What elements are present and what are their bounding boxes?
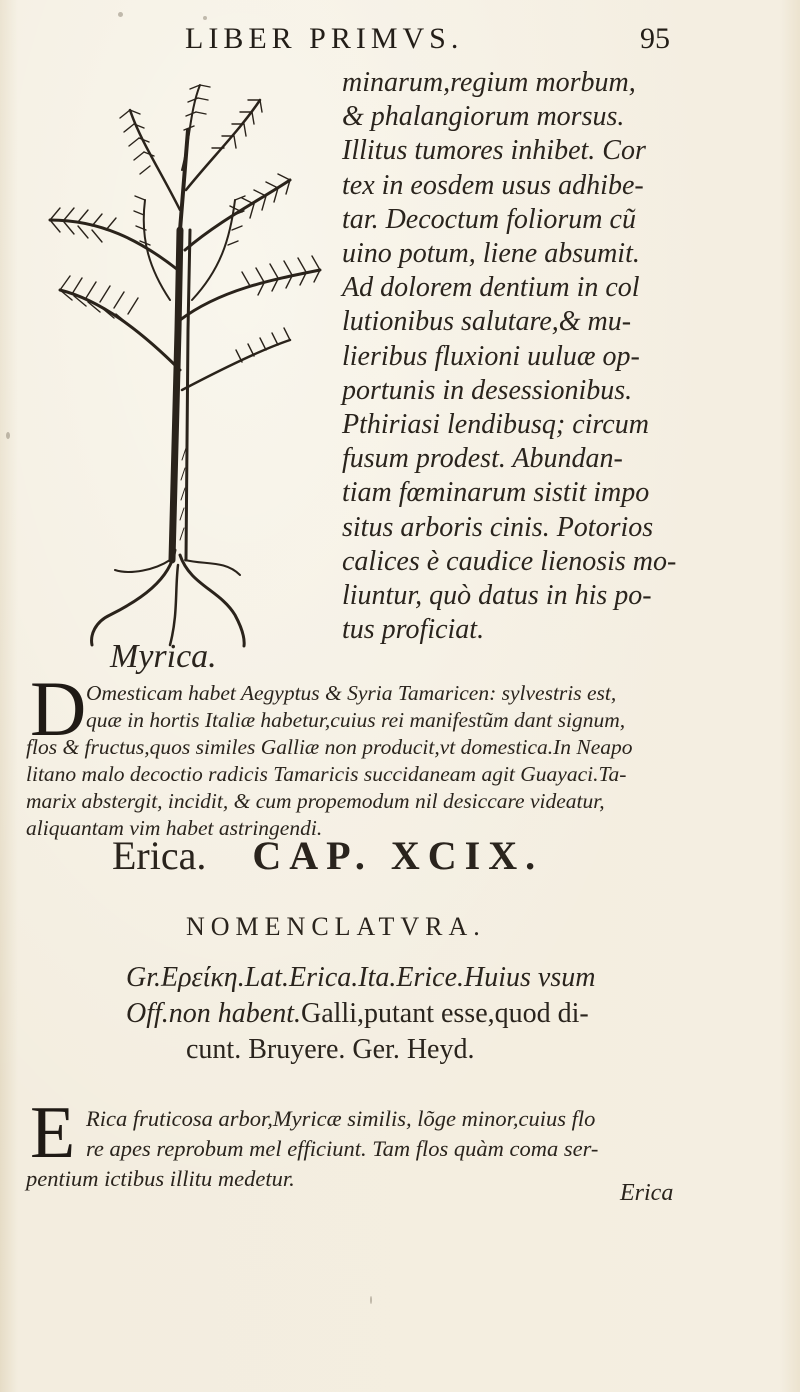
text-line: situs arboris cinis. Potorios (342, 511, 654, 543)
text-line: Pthiriasi lendibusq; circum (342, 409, 649, 441)
paragraph-myrica (26, 680, 786, 842)
text-line: uino potum, liene absumit. (342, 238, 640, 270)
text-line: tus proficiat. (342, 614, 485, 646)
text-line: litano malo decoctio radicis Tamaricis succidaneam agit Guayaci.Ta- (26, 762, 627, 786)
text-line: Rica fruticosa arbor,Myricæ similis, lõge minor,cuius flo (86, 1106, 596, 1131)
chapter-heading (112, 832, 792, 879)
drop-capital-d: D (30, 665, 87, 752)
text-line: Ad dolorem dentium in col (342, 272, 640, 304)
paper-speck (370, 1296, 372, 1304)
nomenclature-text (126, 960, 786, 1068)
myrica-woodcut-illustration (20, 70, 340, 650)
text-line: Omesticam habet Aegyptus & Syria Tamaricen: sylvestris est, (86, 681, 617, 705)
text-line: portunis in desessionibus. (342, 374, 633, 406)
running-head: LIBER PRIMVS. (185, 22, 464, 55)
text-line: lieribus fluxioni uuluæ op- (342, 340, 640, 372)
text-line: fusum prodest. Abundan- (342, 443, 623, 475)
text-line: tar. Decoctum foliorum cũ (342, 203, 636, 235)
paper-speck (118, 12, 123, 17)
text-line: minarum,regium morbum, (342, 67, 636, 98)
illustration-caption: Myrica. (110, 638, 217, 675)
paper-speck (6, 432, 10, 439)
text-line: flos & fructus,quos similes Galliæ non producit,vt domestica.In Neapo (26, 735, 633, 759)
text-line: cunt. Bruyere. Ger. Heyd. (186, 1034, 475, 1065)
text-line: tiam fœminarum sistit impo (342, 477, 650, 509)
text-line: re apes reprobum mel efficiunt. Tam flos quàm coma ser- (86, 1136, 599, 1161)
side-column-text (342, 66, 790, 647)
text-line: tex in eosdem usus adhibe- (342, 169, 644, 201)
text-line: calices è caudice lienosis mo- (342, 545, 677, 577)
text-line: & phalangiorum morsus. (342, 101, 625, 133)
text-line: liuntur, quò datus in his po- (342, 580, 652, 612)
text-line: lutionibus salutare,& mu- (342, 306, 632, 338)
text-line: pentium ictibus illitu medetur. (26, 1166, 295, 1191)
text-line: quæ in hortis Italiæ habetur,cuius rei manifestũm dant signum, (86, 708, 626, 732)
text-line: marix abstergit, incidit, & cum propemodum nil desiccare videatur, (26, 789, 605, 813)
text-line: Illitus tumores inhibet. Cor (342, 135, 646, 167)
text-line (126, 996, 786, 1032)
page-number: 95 (640, 22, 670, 55)
text-segment-roman: Galli,putant esse,quod di- (301, 998, 589, 1029)
nomenclature-heading: NOMENCLATVRA. (186, 912, 486, 941)
text-line: aliquantam vim habet astringendi. (26, 816, 323, 840)
text-line: Gr.Ερείκη.Lat.Erica.Ita.Erice.Huius vsum (126, 962, 596, 993)
catchword: Erica (620, 1180, 674, 1206)
text-segment-italic: Off.non habent. (126, 998, 301, 1029)
drop-capital-e: E (30, 1092, 76, 1174)
paper-speck (203, 16, 207, 20)
chapter-number: CAP. XCIX. (252, 833, 544, 878)
chapter-plant-name: Erica. (112, 833, 207, 878)
